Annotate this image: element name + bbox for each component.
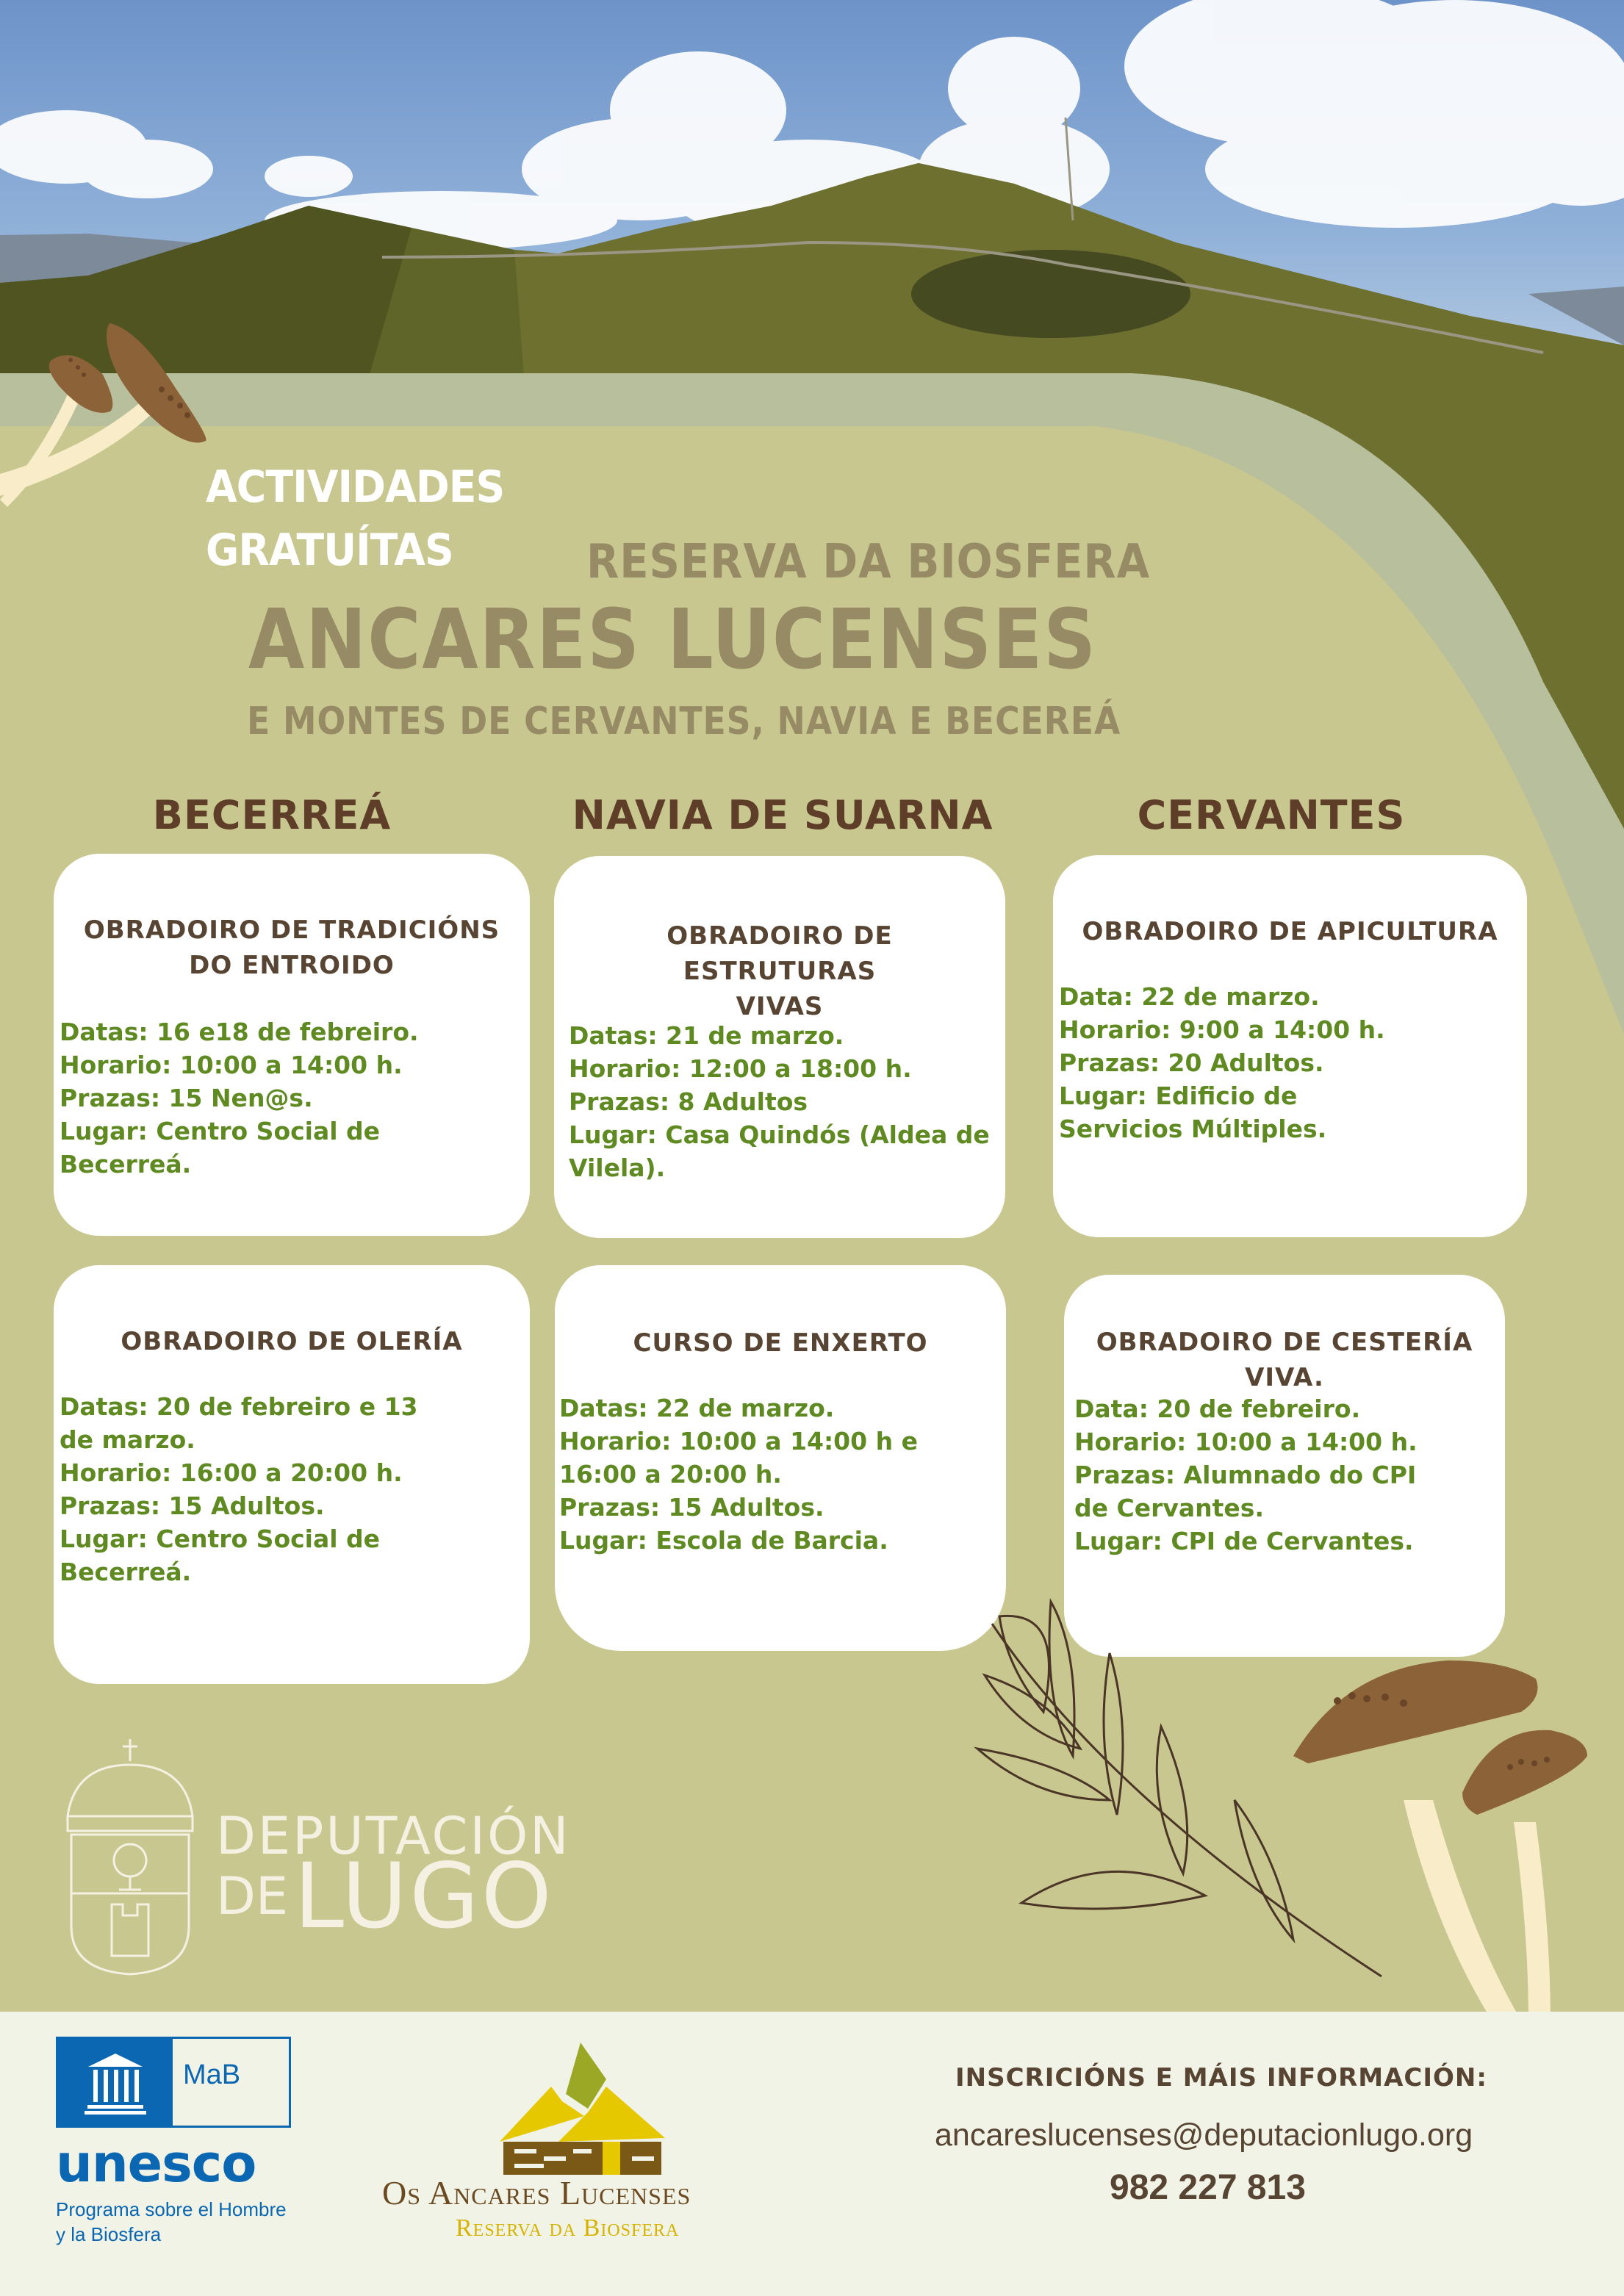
coat-of-arms-icon (53, 1735, 207, 1978)
card-schedule: Horario: 10:00 a 14:00 h. (1074, 1428, 1418, 1456)
card-location: Lugar: Centro Social de Becerreá. (60, 1525, 389, 1586)
card-details (1074, 1392, 1490, 1558)
unesco-subtitle-line1: Programa sobre el Hombre (56, 2198, 287, 2220)
card-places: Prazas: 8 Adultos (569, 1087, 808, 1116)
column-heading-navia: NAVIA DE SUARNA (572, 792, 994, 838)
card-title: OBRADOIRO DE CESTERÍA VIVA. (1096, 1328, 1473, 1392)
contact-heading: INSCRICIÓNS E MÁIS INFORMACIÓN: (955, 2063, 1487, 2092)
free-activities-line2: GRATUÍTAS (206, 525, 453, 576)
subtitle: E MONTES DE CERVANTES, NAVIA E BECEREÁ (247, 699, 1121, 744)
reserve-title: RESERVA DA BIOSFERA (586, 535, 1151, 589)
card-dates: Datas: 20 de febreiro e 13 de marzo. (60, 1392, 426, 1454)
card-title: OBRADOIRO DE OLERÍA (121, 1327, 463, 1356)
card-dates: Data: 20 de febreiro. (1074, 1394, 1361, 1423)
contact-phone[interactable]: 982 227 813 (1110, 2168, 1306, 2207)
card-details (60, 1015, 515, 1181)
activity-card (554, 856, 1005, 1238)
ancares-logo-name: Os Ancares Lucenses (382, 2174, 691, 2212)
main-title: ANCARES LUCENSES (248, 592, 1097, 688)
card-places: Prazas: 15 Nen@s. (60, 1084, 313, 1112)
unesco-subtitle-line2: y la Biosfera (56, 2223, 162, 2245)
ancares-logo-subtitle: Reserva da Biosfera (456, 2214, 680, 2242)
card-title: OBRADOIRO DE TRADICIÓNS DO ENTROIDO (83, 915, 500, 980)
card-places: Prazas: Alumnado do CPI de Cervantes. (1074, 1461, 1425, 1522)
card-schedule: Horario: 9:00 a 14:00 h. (1059, 1015, 1385, 1044)
card-places: Prazas: 15 Adultos. (60, 1491, 325, 1520)
column-heading-becerrea: BECERREÁ (152, 792, 392, 838)
card-details (60, 1390, 515, 1588)
activity-card (1053, 855, 1527, 1237)
unesco-temple-icon (58, 2039, 173, 2126)
activity-card (54, 1265, 530, 1684)
activity-card (54, 854, 530, 1236)
column-heading-cervantes: CERVANTES (1137, 792, 1406, 838)
card-places: Prazas: 20 Adultos. (1059, 1048, 1324, 1077)
card-dates: Datas: 21 de marzo. (569, 1021, 844, 1050)
deputacion-label: DEPUTACIÓN (216, 1806, 571, 1866)
card-schedule: Horario: 10:00 a 14:00 h e 16:00 a 20:00 h. (559, 1427, 927, 1489)
ancares-house-logo-icon (470, 2035, 691, 2175)
unesco-mab-logo (56, 2037, 291, 2128)
contact-email-link[interactable]: ancareslucenses@deputacionlugo.org (935, 2117, 1473, 2153)
unesco-wordmark: unesco (56, 2134, 256, 2194)
card-location: Lugar: Escola de Barcia. (559, 1526, 888, 1555)
card-location: Lugar: Casa Quindós (Aldea de Vilela). (569, 1120, 999, 1182)
card-location: Lugar: Centro Social de Becerreá. (60, 1117, 389, 1178)
card-dates: Data: 22 de marzo. (1059, 982, 1320, 1011)
card-location: Lugar: CPI de Cervantes. (1074, 1527, 1414, 1555)
plant-and-mushroom-decoration-icon (963, 1580, 1624, 2020)
card-location: Lugar: Edificio de Servicios Múltiples. (1059, 1082, 1327, 1143)
activity-card (555, 1265, 1006, 1651)
card-places: Prazas: 15 Adultos. (559, 1493, 824, 1522)
card-schedule: Horario: 16:00 a 20:00 h. (60, 1458, 403, 1487)
unesco-subtitle (56, 2197, 287, 2247)
card-details (559, 1392, 991, 1557)
card-title: CURSO DE ENXERTO (633, 1328, 928, 1358)
free-activities-label (206, 456, 504, 582)
card-schedule: Horario: 12:00 a 18:00 h. (569, 1054, 912, 1083)
card-title: OBRADOIRO DE APICULTURA (1082, 917, 1498, 946)
unesco-temple-block (58, 2039, 173, 2126)
card-dates: Datas: 16 e18 de febreiro. (60, 1018, 419, 1046)
card-schedule: Horario: 10:00 a 14:00 h. (60, 1051, 403, 1079)
deputacion-de-label: DE (216, 1866, 289, 1926)
card-details (569, 1019, 999, 1184)
card-details (1059, 980, 1512, 1145)
card-title: OBRADOIRO DE ESTRUTURAS VIVAS (667, 921, 893, 1021)
mab-label: MaB (183, 2059, 241, 2090)
deputacion-lugo-label: LUGO (294, 1844, 554, 1948)
free-activities-line1: ACTIVIDADES (206, 461, 505, 513)
card-dates: Datas: 22 de marzo. (559, 1394, 835, 1422)
